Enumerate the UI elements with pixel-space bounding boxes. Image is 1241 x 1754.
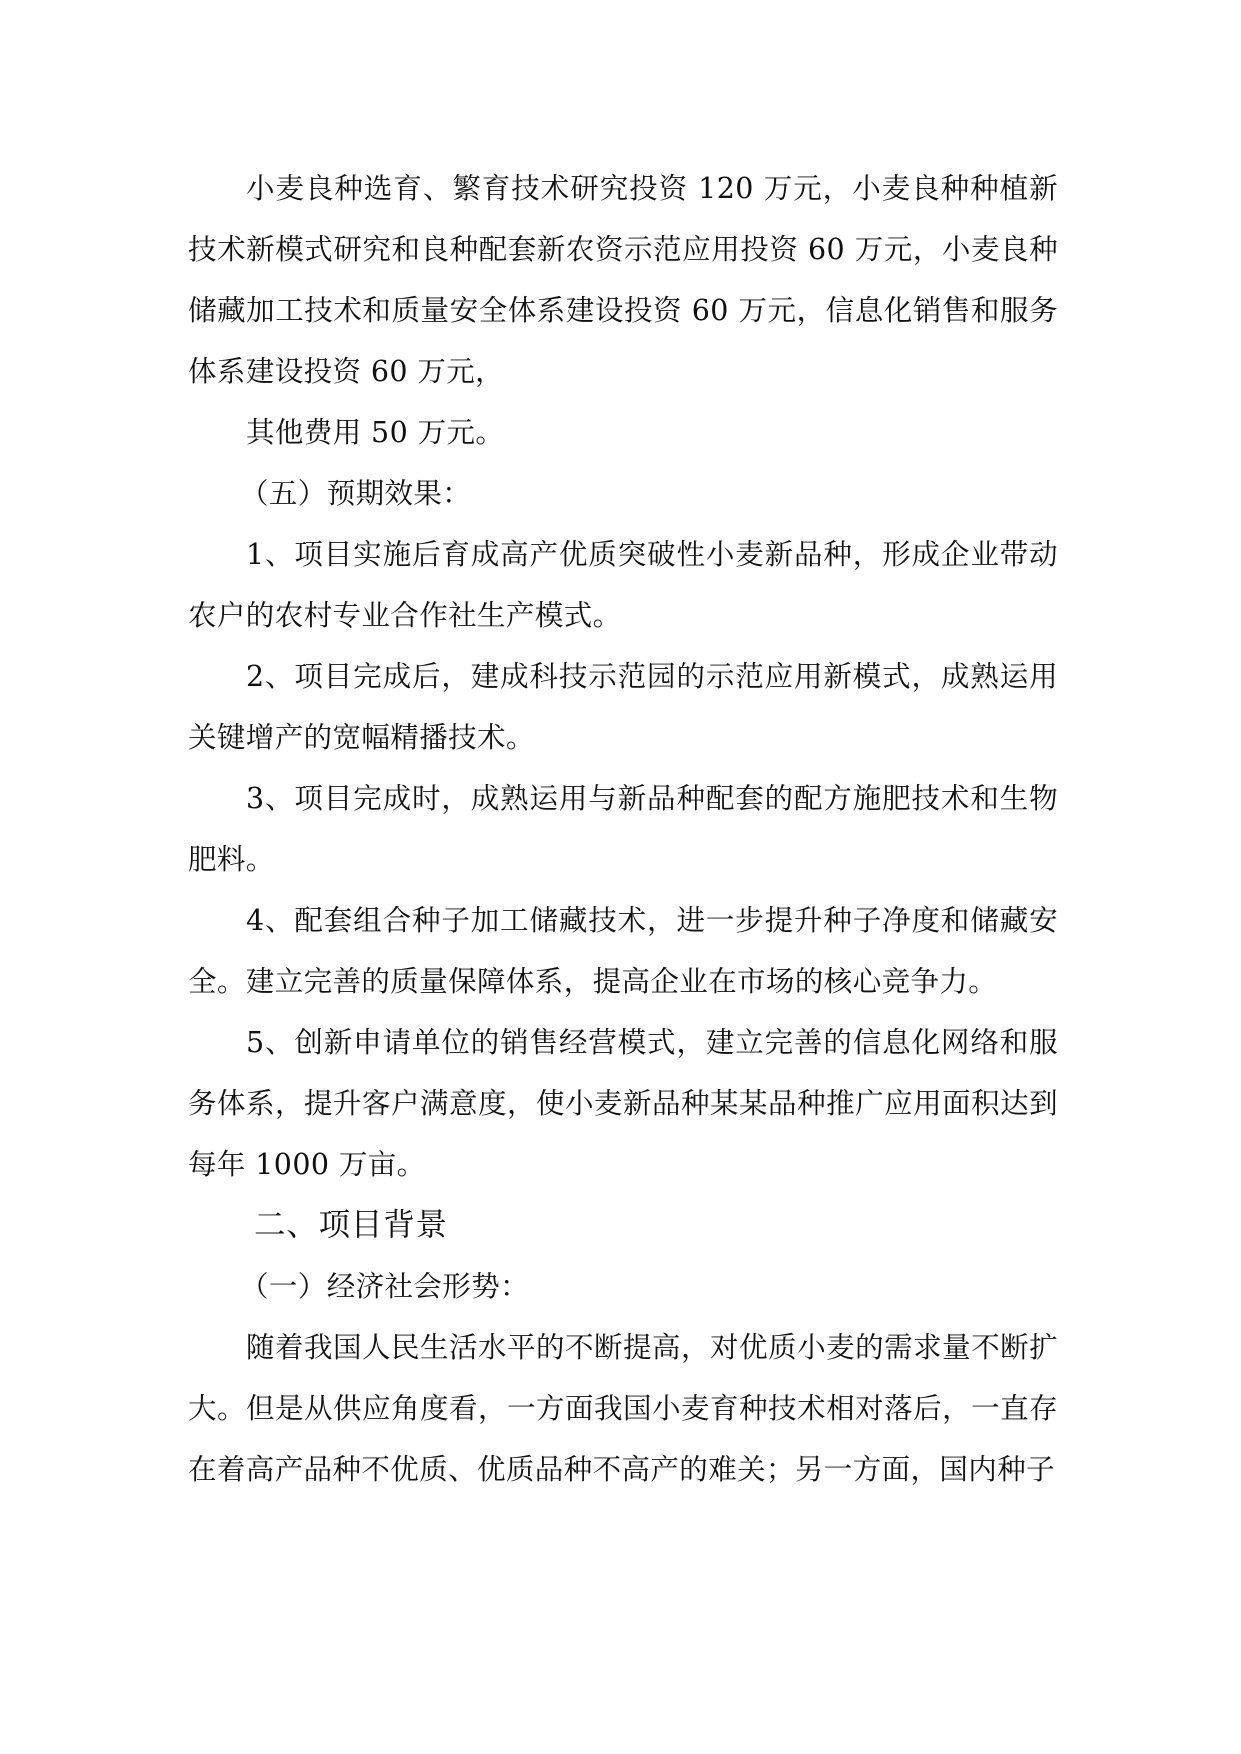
list-item-effect-4: 4、配套组合种子加工储藏技术，进一步提升种子净度和储藏安全。建立完善的质量保障体系，提高企业在市场的核心竞争力。 <box>188 904 1058 998</box>
paragraph-background-intro: 随着我国人民生活水平的不断提高，对优质小麦的需求量不断扩大。但是从供应角度看，一方面我国小麦育种技术相对落后，一直存在着高产品种不优质、优质品种不高产的难关；另一方面，国内种子 <box>188 1331 1058 1486</box>
section-heading-economic-situation: （一）经济社会形势： <box>240 1270 530 1303</box>
list-item-effect-1: 1、项目实施后育成高产优质突破性小麦新品种，形成企业带动农户的农村专业合作社生产模式。 <box>188 538 1058 632</box>
paragraph-investment-breakdown: 小麦良种选育、繁育技术研究投资 120 万元，小麦良种种植新技术新模式研究和良种配套新农资示范应用投资 60 万元，小麦良种储藏加工技术和质量安全体系建设投资 60 万元，信息化销售和服务体系建设投资 60 万元， <box>188 172 1058 388</box>
chapter-heading-project-background: 二、项目背景 <box>254 1207 448 1243</box>
paragraph-other-costs: 其他费用 50 万元。 <box>246 416 505 449</box>
list-item-effect-5: 5、创新申请单位的销售经营模式，建立完善的信息化网络和服务体系，提升客户满意度，使小麦新品种某某品种推广应用面积达到每年 1000 万亩。 <box>188 1026 1058 1181</box>
document-body <box>188 158 1058 1500</box>
section-heading-expected-effects: （五）预期效果： <box>240 477 472 510</box>
list-item-effect-3: 3、项目完成时，成熟运用与新品种配套的配方施肥技术和生物肥料。 <box>188 782 1058 876</box>
list-item-effect-2: 2、项目完成后，建成科技示范园的示范应用新模式，成熟运用关键增产的宽幅精播技术。 <box>188 660 1058 754</box>
